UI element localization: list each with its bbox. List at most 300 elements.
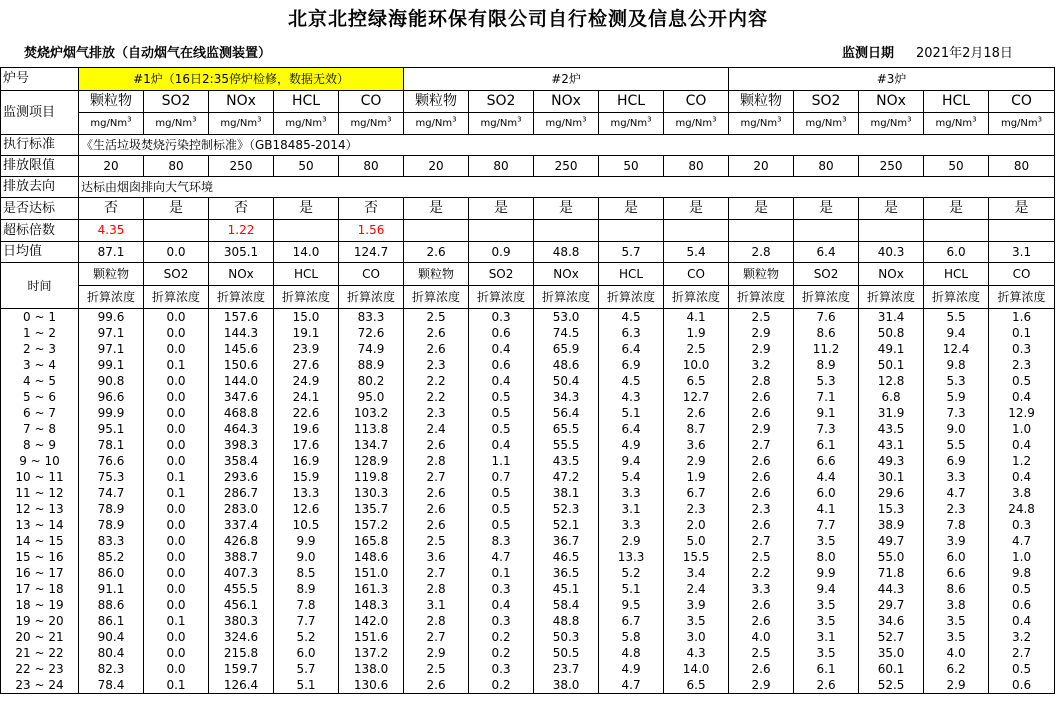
unit-cell <box>209 113 274 135</box>
hour-value: 78.9 <box>79 501 144 517</box>
hour-time: 23 ~ 24 <box>1 677 79 694</box>
hour-value: 85.2 <box>79 549 144 565</box>
hour-value: 43.5 <box>534 453 599 469</box>
daily-cell: 2.6 <box>404 242 469 263</box>
unit-row <box>1 113 1055 135</box>
hour-value: 3.5 <box>924 629 989 645</box>
hour-value: 6.0 <box>274 645 339 661</box>
hour-value: 27.6 <box>274 357 339 373</box>
hour-value: 2.7 <box>729 437 794 453</box>
hour-value: 0.4 <box>989 437 1055 453</box>
unit-cell <box>144 113 209 135</box>
hour-value: 4.1 <box>664 309 729 326</box>
unit-cell <box>794 113 859 135</box>
hour-value: 22.6 <box>274 405 339 421</box>
hour-value: 3.2 <box>729 357 794 373</box>
hour-value: 3.1 <box>599 501 664 517</box>
hour-row <box>1 469 1055 485</box>
hour-value: 6.5 <box>664 373 729 389</box>
hour-value: 74.5 <box>534 325 599 341</box>
hour-value: 5.3 <box>924 373 989 389</box>
exceed-cell <box>599 220 664 242</box>
hour-value: 86.0 <box>79 565 144 581</box>
hour-value: 3.6 <box>664 437 729 453</box>
hour-value: 44.3 <box>859 581 924 597</box>
hour-value: 161.3 <box>339 581 404 597</box>
pollutant-header: CO <box>989 91 1055 113</box>
hour-value: 0.4 <box>989 613 1055 629</box>
hour-value: 126.4 <box>209 677 274 694</box>
hour-value: 12.8 <box>859 373 924 389</box>
converted-label: 折算浓度 <box>469 286 534 309</box>
hour-value: 151.6 <box>339 629 404 645</box>
hour-value: 8.6 <box>924 581 989 597</box>
hour-time: 16 ~ 17 <box>1 565 79 581</box>
hour-value: 76.6 <box>79 453 144 469</box>
hour-value: 0.2 <box>469 629 534 645</box>
hour-value: 0.6 <box>469 325 534 341</box>
unit-text: mg/Nm <box>1000 118 1038 129</box>
hour-value: 130.6 <box>339 677 404 694</box>
hour-value: 0.4 <box>469 341 534 357</box>
hour-value: 4.0 <box>924 645 989 661</box>
unit-superscript: 3 <box>712 115 717 124</box>
hour-value: 71.8 <box>859 565 924 581</box>
converted-label: 折算浓度 <box>144 286 209 309</box>
daily-cell: 0.0 <box>144 242 209 263</box>
hour-value: 24.1 <box>274 389 339 405</box>
hour-value: 5.8 <box>599 629 664 645</box>
unit-cell <box>534 113 599 135</box>
hour-value: 0.6 <box>989 677 1055 694</box>
hour-value: 7.8 <box>274 597 339 613</box>
hour-value: 7.6 <box>794 309 859 326</box>
hour-row <box>1 501 1055 517</box>
hour-value: 90.4 <box>79 629 144 645</box>
hour-value: 6.9 <box>924 453 989 469</box>
compliant-row <box>1 198 1055 220</box>
hour-value: 3.5 <box>794 597 859 613</box>
compliant-cell: 是 <box>664 198 729 220</box>
hour-value: 0.0 <box>144 453 209 469</box>
hour-value: 90.8 <box>79 373 144 389</box>
hour-time: 10 ~ 11 <box>1 469 79 485</box>
unit-text: mg/Nm <box>415 118 453 129</box>
exceed-cell: 4.35 <box>79 220 144 242</box>
hour-value: 35.0 <box>859 645 924 661</box>
daily-cell: 5.7 <box>599 242 664 263</box>
hour-value: 31.9 <box>859 405 924 421</box>
hour-value: 12.4 <box>924 341 989 357</box>
unit-cell <box>924 113 989 135</box>
hour-value: 2.7 <box>404 565 469 581</box>
limit-cell: 80 <box>794 156 859 177</box>
compliant-cell: 是 <box>404 198 469 220</box>
hour-value: 0.3 <box>989 341 1055 357</box>
hour-value: 0.6 <box>989 597 1055 613</box>
converted-label: 折算浓度 <box>794 286 859 309</box>
hour-value: 0.0 <box>144 645 209 661</box>
hour-row <box>1 373 1055 389</box>
hour-value: 2.8 <box>729 373 794 389</box>
hour-value: 5.3 <box>794 373 859 389</box>
hour-time: 12 ~ 13 <box>1 501 79 517</box>
hour-value: 50.8 <box>859 325 924 341</box>
hour-value: 6.7 <box>664 485 729 501</box>
limit-label: 排放限值 <box>1 156 79 177</box>
hour-value: 0.2 <box>469 677 534 694</box>
hour-value: 144.3 <box>209 325 274 341</box>
unit-text: mg/Nm <box>480 118 518 129</box>
hour-value: 7.7 <box>274 613 339 629</box>
unit-text: mg/Nm <box>870 118 908 129</box>
hour-value: 38.9 <box>859 517 924 533</box>
limit-cell: 20 <box>404 156 469 177</box>
hour-row <box>1 325 1055 341</box>
hour-value: 0.6 <box>469 357 534 373</box>
hour-value: 4.7 <box>924 485 989 501</box>
hour-value: 6.5 <box>664 677 729 694</box>
exceed-cell <box>404 220 469 242</box>
hour-value: 8.9 <box>274 581 339 597</box>
unit-cell <box>404 113 469 135</box>
emission-table <box>0 67 1055 694</box>
furnace-label: 炉号 <box>1 68 79 91</box>
hour-value: 0.1 <box>989 325 1055 341</box>
hour-value: 2.2 <box>404 389 469 405</box>
hour-value: 456.1 <box>209 597 274 613</box>
hour-value: 4.7 <box>989 533 1055 549</box>
date-value: 2021年2月18日 <box>916 46 1013 61</box>
hour-value: 2.8 <box>404 453 469 469</box>
limit-cell: 50 <box>599 156 664 177</box>
hour-value: 6.8 <box>859 389 924 405</box>
hour-value: 2.6 <box>729 405 794 421</box>
hour-value: 2.9 <box>729 677 794 694</box>
hour-value: 38.1 <box>534 485 599 501</box>
hour-value: 50.5 <box>534 645 599 661</box>
hour-value: 3.4 <box>664 565 729 581</box>
pollutant-header: HCL <box>924 91 989 113</box>
hour-value: 10.0 <box>664 357 729 373</box>
compliant-cell: 是 <box>859 198 924 220</box>
hour-value: 0.5 <box>469 485 534 501</box>
hour-value: 5.0 <box>664 533 729 549</box>
hour-row <box>1 405 1055 421</box>
hour-row <box>1 517 1055 533</box>
hour-value: 5.1 <box>599 405 664 421</box>
compliant-cell: 否 <box>339 198 404 220</box>
converted-label: 折算浓度 <box>599 286 664 309</box>
hour-value: 0.5 <box>469 389 534 405</box>
hour-value: 0.1 <box>144 469 209 485</box>
hour-value: 2.2 <box>729 565 794 581</box>
hour-value: 5.5 <box>924 437 989 453</box>
hour-value: 2.7 <box>404 469 469 485</box>
hour-value: 13.3 <box>274 485 339 501</box>
hour-value: 2.7 <box>729 533 794 549</box>
hour-value: 3.5 <box>794 613 859 629</box>
hour-value: 0.3 <box>469 661 534 677</box>
pollutant-header: SO2 <box>794 263 859 286</box>
hour-time: 20 ~ 21 <box>1 629 79 645</box>
hour-value: 8.7 <box>664 421 729 437</box>
unit-text: mg/Nm <box>545 118 583 129</box>
hour-value: 0.5 <box>469 421 534 437</box>
hour-value: 2.6 <box>729 661 794 677</box>
converted-label: 折算浓度 <box>274 286 339 309</box>
hour-time: 3 ~ 4 <box>1 357 79 373</box>
hour-value: 74.7 <box>79 485 144 501</box>
hour-value: 145.6 <box>209 341 274 357</box>
hour-value: 8.9 <box>794 357 859 373</box>
hour-value: 3.8 <box>989 485 1055 501</box>
hour-value: 9.8 <box>924 357 989 373</box>
hour-value: 2.6 <box>729 517 794 533</box>
unit-superscript: 3 <box>647 115 652 124</box>
hour-value: 11.2 <box>794 341 859 357</box>
hour-value: 103.2 <box>339 405 404 421</box>
compliant-cell: 是 <box>274 198 339 220</box>
hour-value: 148.3 <box>339 597 404 613</box>
hour-value: 0.2 <box>469 645 534 661</box>
hour-row <box>1 549 1055 565</box>
hour-value: 0.0 <box>144 437 209 453</box>
hour-value: 2.0 <box>664 517 729 533</box>
hour-value: 2.5 <box>729 549 794 565</box>
hour-value: 0.0 <box>144 533 209 549</box>
hour-value: 0.0 <box>144 501 209 517</box>
hour-time: 6 ~ 7 <box>1 405 79 421</box>
hour-value: 12.6 <box>274 501 339 517</box>
hour-time: 17 ~ 18 <box>1 581 79 597</box>
hour-value: 144.0 <box>209 373 274 389</box>
hour-value: 130.3 <box>339 485 404 501</box>
hour-value: 4.3 <box>599 389 664 405</box>
hour-value: 6.0 <box>794 485 859 501</box>
hour-time: 14 ~ 15 <box>1 533 79 549</box>
hour-value: 165.8 <box>339 533 404 549</box>
hour-value: 9.8 <box>989 565 1055 581</box>
hour-row <box>1 421 1055 437</box>
hour-time: 18 ~ 19 <box>1 597 79 613</box>
hour-value: 283.0 <box>209 501 274 517</box>
hour-value: 6.4 <box>599 341 664 357</box>
hour-row <box>1 677 1055 694</box>
pollutant-header: 颗粒物 <box>729 263 794 286</box>
hour-value: 47.2 <box>534 469 599 485</box>
hour-value: 3.9 <box>924 533 989 549</box>
hour-value: 2.9 <box>729 341 794 357</box>
pollutant-row <box>1 91 1055 113</box>
hour-value: 1.9 <box>664 325 729 341</box>
unit-superscript: 3 <box>1037 115 1043 124</box>
hour-value: 2.6 <box>404 437 469 453</box>
hour-value: 19.1 <box>274 325 339 341</box>
hour-value: 4.7 <box>599 677 664 694</box>
hour-value: 55.0 <box>859 549 924 565</box>
hour-value: 2.9 <box>924 677 989 694</box>
hour-value: 407.3 <box>209 565 274 581</box>
unit-cell <box>79 113 144 135</box>
hour-value: 0.4 <box>469 437 534 453</box>
hour-value: 134.7 <box>339 437 404 453</box>
hour-value: 36.5 <box>534 565 599 581</box>
hour-value: 3.6 <box>404 549 469 565</box>
hour-value: 2.7 <box>989 645 1055 661</box>
pollutant-header: SO2 <box>469 263 534 286</box>
unit-cell <box>664 113 729 135</box>
hour-value: 0.0 <box>144 565 209 581</box>
exceed-row <box>1 220 1055 242</box>
hour-value: 3.5 <box>794 533 859 549</box>
hour-value: 159.7 <box>209 661 274 677</box>
hour-value: 88.6 <box>79 597 144 613</box>
time-label: 时间 <box>1 263 79 309</box>
hour-value: 99.6 <box>79 309 144 326</box>
hour-value: 50.1 <box>859 357 924 373</box>
hour-value: 337.4 <box>209 517 274 533</box>
hour-time: 4 ~ 5 <box>1 373 79 389</box>
pollutant-header: 颗粒物 <box>404 91 469 113</box>
hour-value: 23.9 <box>274 341 339 357</box>
converted-label: 折算浓度 <box>209 286 274 309</box>
hour-value: 91.1 <box>79 581 144 597</box>
hour-value: 2.6 <box>729 469 794 485</box>
hour-value: 74.9 <box>339 341 404 357</box>
hour-row <box>1 597 1055 613</box>
hour-value: 9.1 <box>794 405 859 421</box>
unit-text: mg/Nm <box>610 118 648 129</box>
hour-value: 2.6 <box>404 517 469 533</box>
hour-value: 0.3 <box>469 581 534 597</box>
unit-text: mg/Nm <box>90 118 128 129</box>
hour-value: 52.3 <box>534 501 599 517</box>
hour-value: 2.6 <box>404 501 469 517</box>
hour-value: 5.4 <box>599 469 664 485</box>
hour-value: 0.0 <box>144 549 209 565</box>
hour-row <box>1 629 1055 645</box>
hour-value: 0.0 <box>144 421 209 437</box>
hour-value: 2.9 <box>664 453 729 469</box>
hour-value: 0.4 <box>989 389 1055 405</box>
hour-value: 4.9 <box>599 661 664 677</box>
exceed-cell <box>274 220 339 242</box>
unit-text: mg/Nm <box>350 118 388 129</box>
hour-value: 6.6 <box>924 565 989 581</box>
hour-value: 119.8 <box>339 469 404 485</box>
hour-value: 113.8 <box>339 421 404 437</box>
hour-value: 17.6 <box>274 437 339 453</box>
hour-value: 380.3 <box>209 613 274 629</box>
hour-value: 49.7 <box>859 533 924 549</box>
hour-value: 358.4 <box>209 453 274 469</box>
hour-value: 2.6 <box>404 341 469 357</box>
hour-value: 5.2 <box>274 629 339 645</box>
limit-cell: 80 <box>144 156 209 177</box>
page-title: 北京北控绿海能环保有限公司自行检测及信息公开内容 <box>287 8 768 30</box>
unit-superscript: 3 <box>517 115 522 124</box>
hour-value: 1.9 <box>664 469 729 485</box>
hour-value: 0.0 <box>144 661 209 677</box>
hour-value: 3.2 <box>989 629 1055 645</box>
hour-value: 72.6 <box>339 325 404 341</box>
hour-value: 0.1 <box>144 485 209 501</box>
hour-value: 0.3 <box>469 309 534 326</box>
hour-value: 0.1 <box>144 613 209 629</box>
hour-time: 19 ~ 20 <box>1 613 79 629</box>
hour-value: 86.1 <box>79 613 144 629</box>
pollutant-header: HCL <box>924 263 989 286</box>
lower-pollutant-row <box>1 263 1055 286</box>
hour-row <box>1 533 1055 549</box>
hour-value: 6.2 <box>924 661 989 677</box>
hour-value: 4.3 <box>664 645 729 661</box>
unit-cell <box>469 113 534 135</box>
hour-value: 7.7 <box>794 517 859 533</box>
exceed-cell <box>924 220 989 242</box>
hour-value: 78.4 <box>79 677 144 694</box>
hour-value: 15.9 <box>274 469 339 485</box>
exceed-cell <box>469 220 534 242</box>
hour-value: 4.8 <box>599 645 664 661</box>
hour-value: 0.0 <box>144 389 209 405</box>
hour-value: 3.5 <box>924 613 989 629</box>
hour-value: 23.7 <box>534 661 599 677</box>
hour-value: 15.0 <box>274 309 339 326</box>
hour-value: 468.8 <box>209 405 274 421</box>
unit-superscript: 3 <box>972 115 977 124</box>
unit-superscript: 3 <box>127 115 132 124</box>
hour-value: 2.6 <box>729 485 794 501</box>
hour-row <box>1 565 1055 581</box>
hour-value: 52.1 <box>534 517 599 533</box>
hour-value: 2.2 <box>404 373 469 389</box>
daily-cell: 3.1 <box>989 242 1055 263</box>
hour-value: 0.5 <box>469 405 534 421</box>
converted-label: 折算浓度 <box>924 286 989 309</box>
hour-value: 2.5 <box>664 341 729 357</box>
hour-value: 46.5 <box>534 549 599 565</box>
pollutant-header: CO <box>339 263 404 286</box>
hour-value: 43.1 <box>859 437 924 453</box>
hour-value: 3.3 <box>599 517 664 533</box>
unit-cell <box>599 113 664 135</box>
daily-cell: 5.4 <box>664 242 729 263</box>
hour-time: 7 ~ 8 <box>1 421 79 437</box>
converted-label: 折算浓度 <box>79 286 144 309</box>
hour-row <box>1 341 1055 357</box>
hour-value: 29.7 <box>859 597 924 613</box>
hour-time: 0 ~ 1 <box>1 309 79 326</box>
hour-value: 31.4 <box>859 309 924 326</box>
hour-value: 1.1 <box>469 453 534 469</box>
daily-label: 日均值 <box>1 242 79 263</box>
converted-label: 折算浓度 <box>664 286 729 309</box>
hour-value: 426.8 <box>209 533 274 549</box>
compliant-cell: 是 <box>989 198 1055 220</box>
pollutant-header: HCL <box>599 263 664 286</box>
hour-value: 2.8 <box>404 613 469 629</box>
pollutant-header: NOx <box>534 91 599 113</box>
hour-value: 55.5 <box>534 437 599 453</box>
exceed-cell <box>989 220 1055 242</box>
hour-value: 2.6 <box>729 613 794 629</box>
hour-value: 3.8 <box>924 597 989 613</box>
hour-value: 7.3 <box>794 421 859 437</box>
unit-superscript: 3 <box>842 115 847 124</box>
hour-value: 9.5 <box>599 597 664 613</box>
